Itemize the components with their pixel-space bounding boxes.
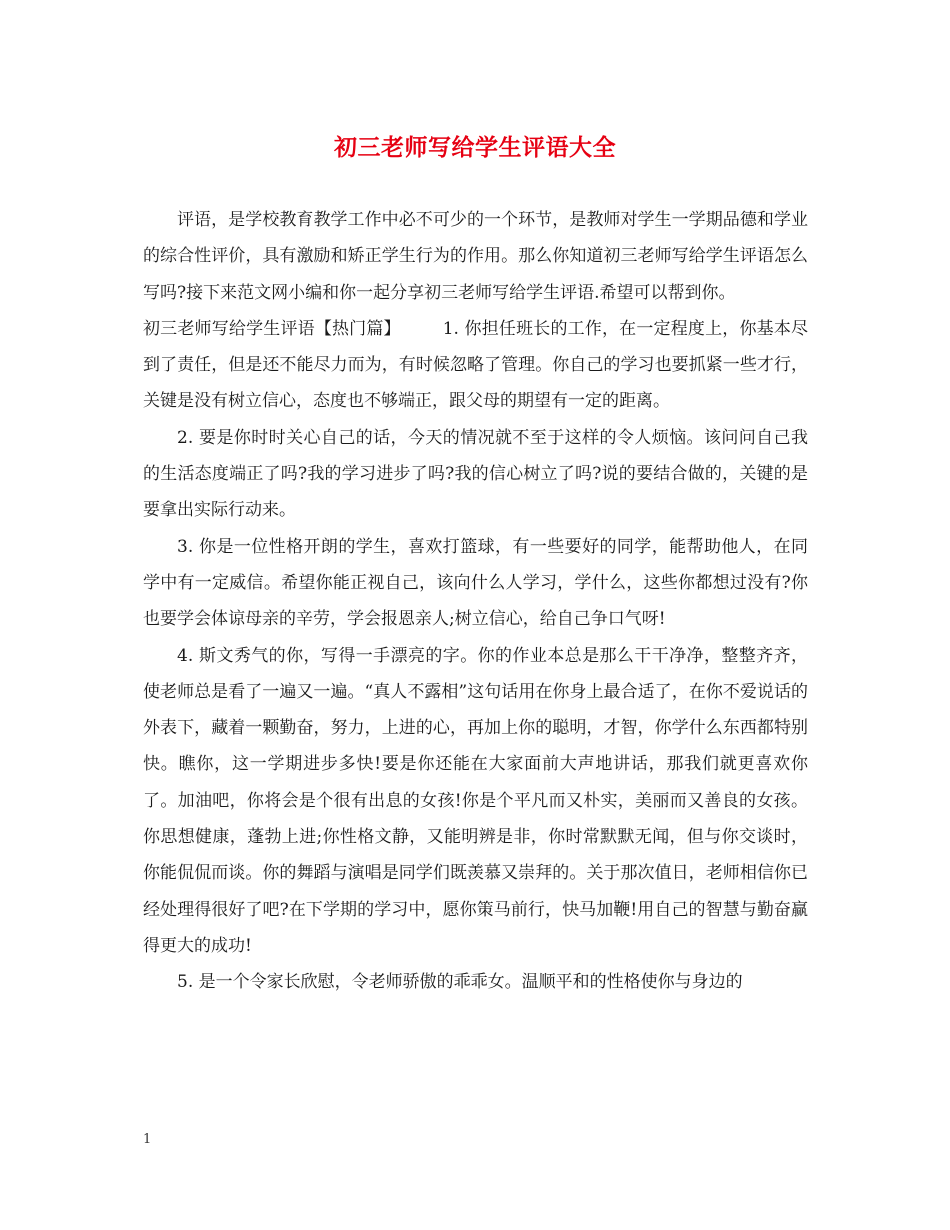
section-heading: 初三老师写给学生评语【热门篇】 (143, 318, 401, 339)
comment-item-3: 3. 你是一位性格开朗的学生，喜欢打篮球，有一些要好的同学，能帮助他人，在同学中有一定威信。希望你能正视自己，该向什么人学习，学什么，这些你都想过没有?你也要学会体谅母亲的辛劳，学会报恩亲人;树立信心，给自己争口气呀! (143, 536, 808, 630)
page-number: 1 (143, 1132, 152, 1147)
intro-paragraph: 评语，是学校教育教学工作中必不可少的一个环节，是教师对学生一学期品德和学业的综合性评价，具有激励和矫正学生行为的作用。那么你知道初三老师写给学生评语怎么写吗?接下来范文网小编和你一起分享初三老师写给学生评语.希望可以帮到你。 (143, 210, 808, 303)
document-body (143, 202, 808, 1001)
document-title: 初三老师写给学生评语大全 (334, 134, 616, 161)
comment-item-1: 1. 你担任班长的工作，在一定程度上，你基本尽到了责任，但是还不能尽力而为，有时候忽略了管理。你自己的学习也要抓紧一些才行，关键是没有树立信心，态度也不够端正，跟父母的期望有一定的距离。 (143, 318, 809, 412)
comment-item-4: 4. 斯文秀气的你，写得一手漂亮的字。你的作业本总是那么干干净净，整整齐齐，使老师总是看了一遍又一遍。“真人不露相”这句话用在你身上最合适了，在你不爱说话的外表下，藏着一颗勤奋，努力，上进的心，再加上你的聪明，才智，你学什么东西都特别快。瞧你，这一学期进步多快!要是你还能在大家面前大声地讲话，那我们就更喜欢你了。加油吧，你将会是个很有出息的女孩!你是个平凡而又朴实，美丽而又善良的女孩。你思想健康，蓬勃上进;你性格文静，又能明辨是非，你时常默默无闻，但与你交谈时，你能侃侃而谈。你的舞蹈与演唱是同学们既羡慕又崇拜的。关于那次值日，老师相信你已经处理得很好了吧?在下学期的学习中，愿你策马前行，快马加鞭!用自己的智慧与勤奋赢得更大的成功! (143, 645, 808, 956)
comment-item-5: 5. 是一个令家长欣慰，令老师骄傲的乖乖女。温顺平和的性格使你与身边的 (177, 972, 743, 993)
comment-item-2: 2. 要是你时时关心自己的话，今天的情况就不至于这样的令人烦恼。该问问自己我的生活态度端正了吗?我的学习进步了吗?我的信心树立了吗?说的要结合做的，关键的是要拿出实际行动来。 (143, 427, 808, 521)
section-paragraph (143, 311, 808, 420)
